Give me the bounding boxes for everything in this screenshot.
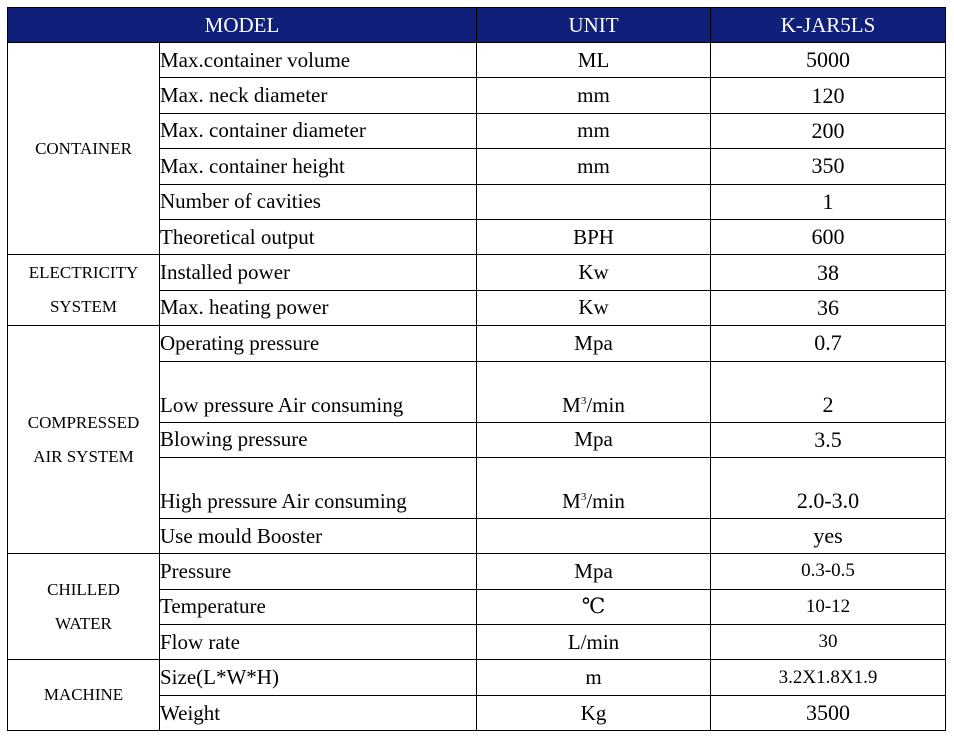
unit-cell: ℃ <box>477 589 711 624</box>
param-cell: Operating pressure <box>160 326 477 361</box>
param-cell: Use mould Booster <box>160 518 477 553</box>
unit-cell <box>477 518 711 553</box>
group-label: CONTAINER <box>35 138 132 158</box>
group-machine <box>8 660 160 731</box>
group-container <box>8 43 160 255</box>
param-cell: Temperature <box>160 589 477 624</box>
table-row <box>8 43 946 78</box>
value-cell: yes <box>711 518 946 553</box>
unit-cell: Kw <box>477 290 711 325</box>
value-cell: 120 <box>711 78 946 113</box>
group-compressed-air <box>8 326 160 554</box>
param-cell: Number of cavities <box>160 184 477 219</box>
unit-cell: L/min <box>477 625 711 660</box>
param-cell: Max. container height <box>160 149 477 184</box>
group-label-line2: SYSTEM <box>49 297 118 317</box>
unit-cell: Mpa <box>477 422 711 457</box>
group-label-line2: WATER <box>55 613 112 633</box>
unit-cell <box>477 361 711 422</box>
group-chilled-water <box>8 554 160 660</box>
value-cell: 3.2X1.8X1.9 <box>711 660 946 695</box>
value-cell: 30 <box>711 625 946 660</box>
table-row <box>8 326 946 361</box>
value-cell: 350 <box>711 149 946 184</box>
unit-base: M <box>562 392 581 417</box>
header-unit: UNIT <box>477 8 711 43</box>
table-row <box>8 660 946 695</box>
table-row <box>8 255 946 290</box>
unit-cell <box>477 457 711 518</box>
param-cell: High pressure Air consuming <box>160 457 477 518</box>
unit-cell: BPH <box>477 219 711 254</box>
spec-table <box>7 7 946 731</box>
unit-cell <box>477 184 711 219</box>
unit-cell: Mpa <box>477 326 711 361</box>
unit-cell: mm <box>477 113 711 148</box>
unit-superscript: 3 <box>580 394 587 407</box>
table-row <box>8 554 946 589</box>
value-cell: 0.7 <box>711 326 946 361</box>
unit-cell: mm <box>477 78 711 113</box>
unit-base: M <box>562 488 581 513</box>
value-cell: 1 <box>711 184 946 219</box>
unit-cell: Kw <box>477 255 711 290</box>
value-cell: 3.5 <box>711 422 946 457</box>
param-cell: Theoretical output <box>160 219 477 254</box>
group-label-line1: CHILLED <box>47 579 120 599</box>
value-cell: 10-12 <box>711 589 946 624</box>
param-cell: Blowing pressure <box>160 422 477 457</box>
unit-suffix: /min <box>586 488 625 513</box>
unit-cell: Mpa <box>477 554 711 589</box>
group-label: MACHINE <box>43 685 124 705</box>
param-cell: Installed power <box>160 255 477 290</box>
unit-cell: mm <box>477 149 711 184</box>
value-cell: 0.3-0.5 <box>711 554 946 589</box>
param-cell: Max. heating power <box>160 290 477 325</box>
unit-cell: m <box>477 660 711 695</box>
param-cell: Flow rate <box>160 625 477 660</box>
header-row <box>8 8 946 43</box>
value-cell: 2 <box>711 361 946 422</box>
value-cell: 2.0-3.0 <box>711 457 946 518</box>
value-cell: 3500 <box>711 695 946 730</box>
param-cell: Max. container diameter <box>160 113 477 148</box>
param-cell: Max. neck diameter <box>160 78 477 113</box>
unit-superscript: 3 <box>580 490 587 503</box>
group-label-line1: COMPRESSED <box>27 412 140 432</box>
param-cell: Low pressure Air consuming <box>160 361 477 422</box>
group-label-line1: ELECTRICITY <box>28 263 139 283</box>
value-cell: 200 <box>711 113 946 148</box>
value-cell: 36 <box>711 290 946 325</box>
unit-cell: ML <box>477 43 711 78</box>
group-electricity <box>8 255 160 326</box>
value-cell: 600 <box>711 219 946 254</box>
value-cell: 5000 <box>711 43 946 78</box>
header-model: MODEL <box>8 8 477 43</box>
value-cell: 38 <box>711 255 946 290</box>
param-cell: Weight <box>160 695 477 730</box>
param-cell: Max.container volume <box>160 43 477 78</box>
header-product: K-JAR5LS <box>711 8 946 43</box>
param-cell: Pressure <box>160 554 477 589</box>
unit-suffix: /min <box>586 392 625 417</box>
unit-cell: Kg <box>477 695 711 730</box>
param-cell: Size(L*W*H) <box>160 660 477 695</box>
group-label-line2: AIR SYSTEM <box>33 446 134 466</box>
